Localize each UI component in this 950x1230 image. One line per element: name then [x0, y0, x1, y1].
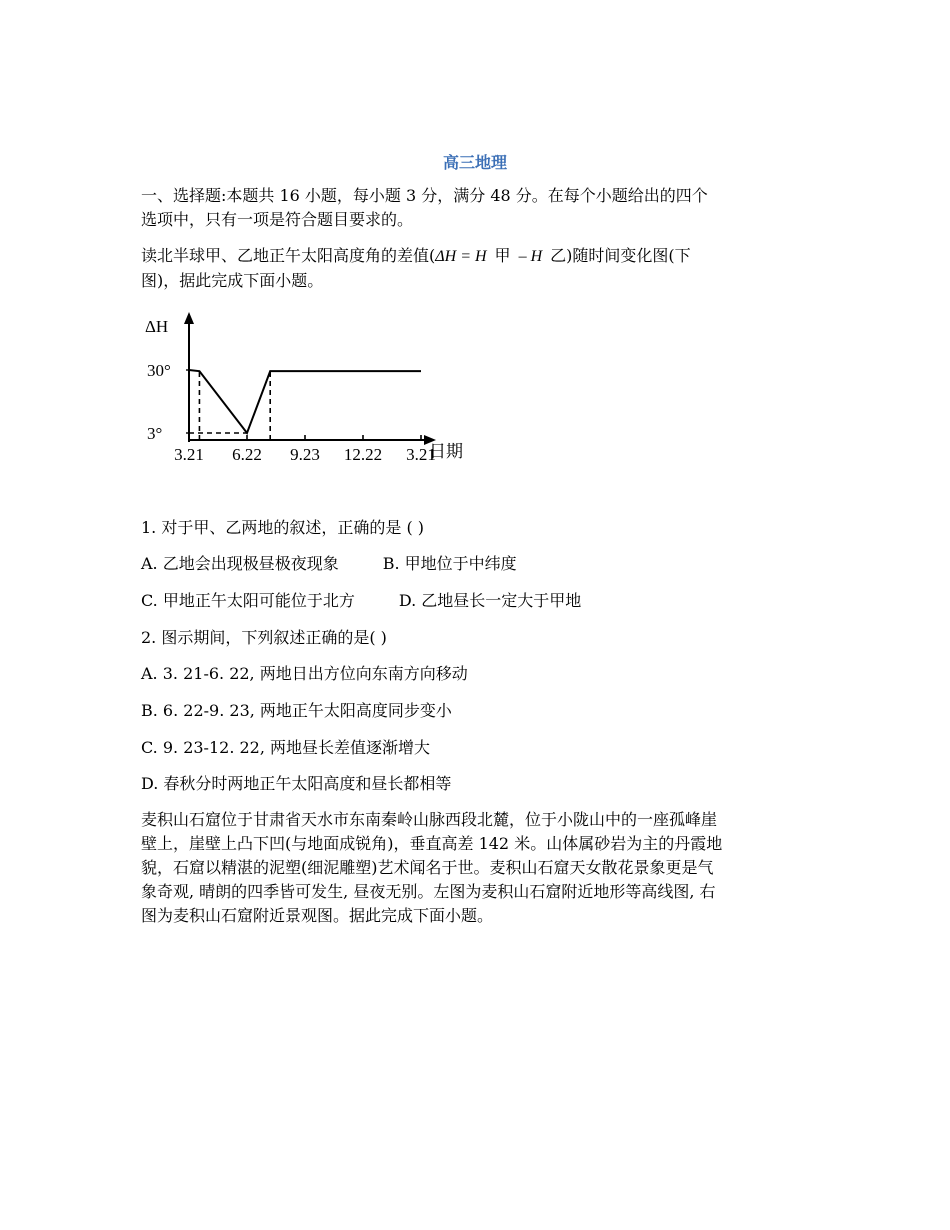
- x-tick-label-4: 3.21: [406, 445, 436, 464]
- intro-1-line-1: [141, 244, 821, 269]
- intro-2-line-3: 貌，石窟以精湛的泥塑(细泥雕塑)艺术闻名于世。麦积山石窟天女散花景象更是气: [141, 858, 714, 877]
- section-heading: [141, 184, 821, 232]
- page-title: 高三地理: [442, 153, 507, 172]
- y-axis-label: ΔH: [145, 317, 169, 336]
- intro-1-post: 乙)随时间变化图(下: [550, 246, 691, 265]
- x-tick-label-0: 3.21: [174, 445, 204, 464]
- y-axis-arrow: [184, 312, 194, 324]
- formula-delta-h: ΔH = H: [435, 248, 487, 265]
- q2-option-b[interactable]: B. 6. 22-9. 23, 两地正午太阳高度同步变小: [141, 701, 452, 720]
- intro-2-line-2: 壁上，崖壁上凸下凹(与地面成锐角)，垂直高差 142 米。山体属砂岩为主的丹霞地: [141, 834, 723, 853]
- x-tick-label-1: 6.22: [232, 445, 262, 464]
- q1-stem: 1. 对于甲、乙两地的叙述，正确的是 ( ): [141, 518, 425, 537]
- q2-option-a[interactable]: A. 3. 21-6. 22, 两地日出方位向东南方向移动: [141, 664, 468, 683]
- series-line: [189, 370, 421, 433]
- q1-option-b[interactable]: B. 甲地位于中纬度: [382, 554, 517, 573]
- section-heading-line-2: 选项中，只有一项是符合题目要求的。: [141, 210, 414, 229]
- delta-h-chart: [141, 312, 481, 472]
- formula-minus-h: – H: [518, 248, 543, 265]
- formula-jia: 甲: [494, 246, 511, 265]
- y-tick-label-1: 3°: [147, 424, 163, 443]
- intro-paragraph-1: [141, 244, 821, 293]
- intro-2-line-4: 象奇观, 晴朗的四季皆可发生, 昼夜无别。左图为麦积山石窟附近地形等高线图, 右: [141, 882, 716, 901]
- intro-1-pre: 读北半球甲、乙地正午太阳高度角的差值(: [141, 246, 436, 265]
- q1-options-row-2: [141, 589, 821, 613]
- x-tick-label-3: 12.22: [343, 445, 383, 464]
- section-heading-line-1: 一、选择题:本题共 16 小题，每小题 3 分，满分 48 分。在每个小题给出的四个: [141, 186, 708, 205]
- question-2: [141, 626, 821, 650]
- intro-paragraph-2: [141, 808, 821, 928]
- q2-stem: 2. 图示期间，下列叙述正确的是( ): [141, 628, 387, 647]
- q1-options-row-1: [141, 552, 821, 576]
- x-tick-label-2: 9.23: [290, 445, 320, 464]
- q1-option-d[interactable]: D. 乙地昼长一定大于甲地: [398, 591, 582, 610]
- q2-option-d[interactable]: D. 春秋分时两地正午太阳高度和昼长都相等: [141, 774, 452, 793]
- intro-2-line-5: 图为麦积山石窟附近景观图。据此完成下面小题。: [141, 906, 494, 925]
- q1-option-a[interactable]: A. 乙地会出现极昼极夜现象: [141, 554, 339, 573]
- q2-option-c[interactable]: C. 9. 23-12. 22, 两地昼长差值逐渐增大: [141, 738, 431, 757]
- intro-1-line-2: 图)，据此完成下面小题。: [141, 271, 324, 290]
- delta-h-chart-svg: [141, 312, 481, 472]
- q1-option-c[interactable]: C. 甲地正午太阳可能位于北方: [141, 591, 355, 610]
- question-1: [141, 516, 821, 540]
- intro-2-line-1: 麦积山石窟位于甘肃省天水市东南秦岭山脉西段北麓，位于小陇山中的一座孤峰崖: [141, 810, 718, 829]
- y-tick-label-0: 30°: [147, 361, 171, 380]
- x-axis-label: 日期: [429, 442, 463, 461]
